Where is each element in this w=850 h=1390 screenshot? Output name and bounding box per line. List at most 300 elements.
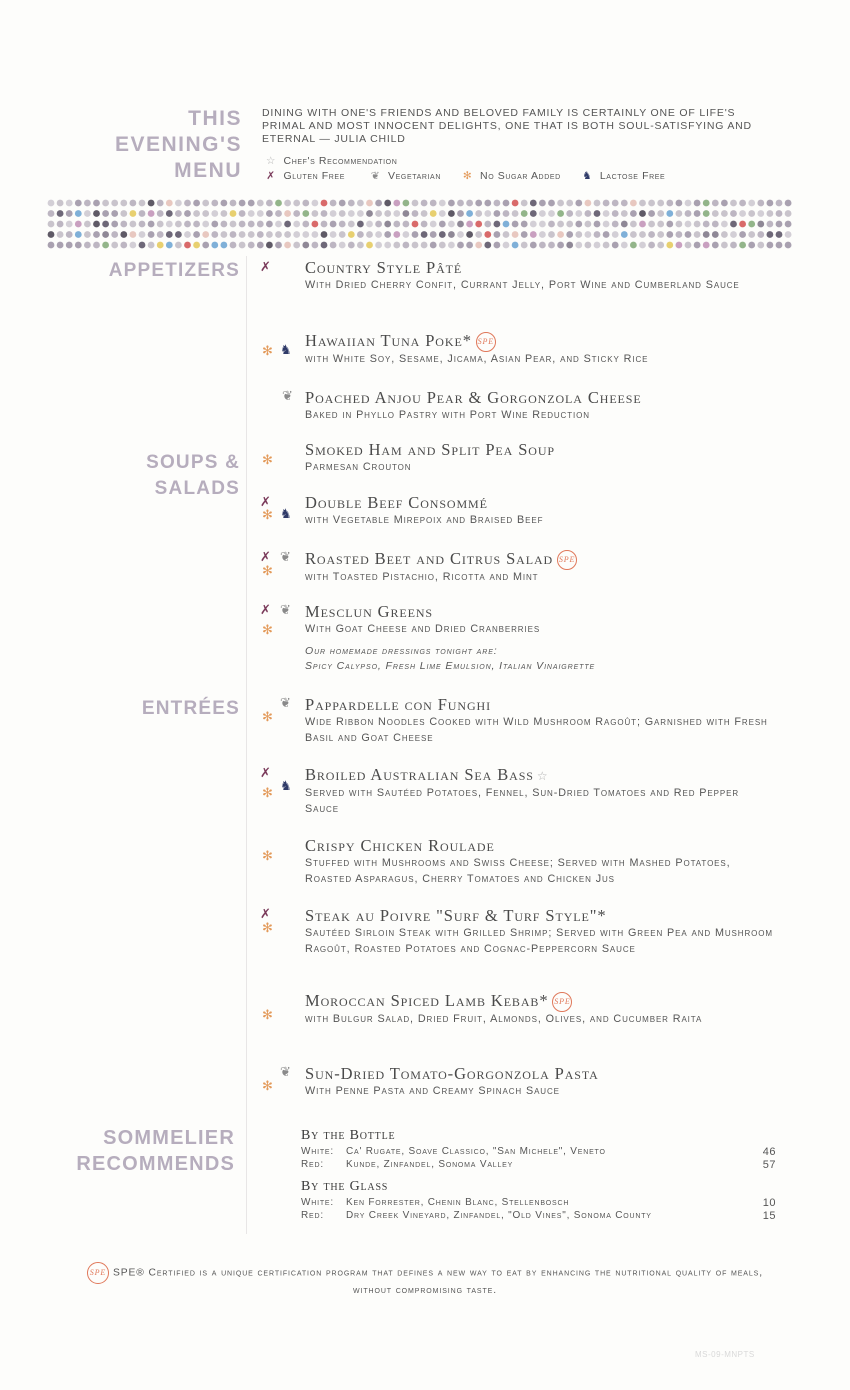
spe-certified-icon: SPE (552, 992, 572, 1012)
dot (293, 242, 300, 249)
dot (403, 221, 410, 228)
dot (75, 242, 82, 249)
dot (248, 200, 255, 207)
dot (157, 242, 164, 249)
dot (111, 221, 118, 228)
item-description: With Goat Cheese and Dried Cranberries (305, 623, 541, 635)
dot (120, 221, 127, 228)
dot (448, 231, 455, 238)
dot (239, 242, 246, 249)
dot (84, 210, 91, 217)
dot (166, 210, 173, 217)
dot (321, 200, 328, 207)
dot (585, 231, 592, 238)
dot (575, 210, 582, 217)
dot (739, 221, 746, 228)
dot (48, 231, 55, 238)
dot (175, 221, 182, 228)
spe-mark: SPE® (112, 1267, 145, 1279)
dot (494, 242, 501, 249)
spe-certified-icon: SPE (87, 1262, 109, 1284)
wine-row (301, 1146, 776, 1157)
lactose-free-icon: ♞ (280, 779, 292, 794)
item-title (305, 549, 778, 570)
dot (448, 242, 455, 249)
dot (757, 210, 764, 217)
dot (539, 221, 546, 228)
dot (694, 200, 701, 207)
dot (257, 200, 264, 207)
legend-vegetarian-label: Vegetarian (388, 170, 441, 182)
wine-name: Ca' Rugate, Soave Classico, "San Michele", Veneto (346, 1146, 606, 1157)
dot (676, 231, 683, 238)
dot (184, 210, 191, 217)
dot (175, 242, 182, 249)
dot (648, 221, 655, 228)
dot (384, 221, 391, 228)
no-sugar-icon: ✻ (262, 849, 273, 864)
dot (503, 210, 510, 217)
dot (284, 210, 291, 217)
item-title: Smoked Ham and Split Pea Soup (305, 440, 556, 459)
dot (676, 210, 683, 217)
dot (430, 231, 437, 238)
dot (102, 200, 109, 207)
dot (685, 210, 692, 217)
dot (230, 231, 237, 238)
dot (102, 231, 109, 238)
dot (120, 200, 127, 207)
dot (230, 242, 237, 249)
dot (430, 242, 437, 249)
dot (630, 221, 637, 228)
dot (211, 210, 218, 217)
dot (585, 210, 592, 217)
dot (739, 200, 746, 207)
dot (512, 242, 519, 249)
dot (557, 231, 564, 238)
item-title: Crispy Chicken Roulade (305, 836, 495, 855)
dot (466, 221, 473, 228)
dot (639, 231, 646, 238)
by-the-bottle-heading: By the Bottle (301, 1128, 396, 1143)
dot (475, 200, 482, 207)
item-mark: * (597, 906, 607, 925)
dot (202, 242, 209, 249)
dot (767, 231, 774, 238)
wine-name: Dry Creek Vineyard, Zinfandel, "Old Vines", Sonoma County (346, 1210, 652, 1221)
dot (75, 210, 82, 217)
julia-child-quote: DINING WITH ONE'S FRIENDS AND BELOVED FAMILY IS CERTAINLY ONE OF LIFE'S PRIMAL AND MOST INNOCENT DELIGHTS, ONE THAT IS BOTH SOUL-SATISFYING AND ETERNAL — JULIA CHILD (262, 107, 752, 145)
dot (757, 200, 764, 207)
dot (384, 200, 391, 207)
wine-row (301, 1197, 776, 1208)
item-title (305, 991, 778, 1012)
dot (721, 210, 728, 217)
dot (676, 242, 683, 249)
dot (566, 231, 573, 238)
dot (339, 231, 346, 238)
dot (621, 200, 628, 207)
wine-price: 10 (762, 1197, 776, 1209)
item-title-text: Steak au Poivre "Surf & Turf Style" (305, 906, 598, 925)
dot (384, 210, 391, 217)
dot (503, 231, 510, 238)
dot (57, 210, 64, 217)
dot (539, 242, 546, 249)
dot (475, 242, 482, 249)
divider-line (246, 256, 247, 1234)
dot (93, 200, 100, 207)
wine-row (301, 1210, 776, 1221)
item-mark: * (462, 331, 472, 350)
dot (275, 221, 282, 228)
dot (348, 242, 355, 249)
dot (302, 221, 309, 228)
dot (785, 200, 792, 207)
dot (776, 200, 783, 207)
dot (748, 200, 755, 207)
dot (166, 200, 173, 207)
gluten-free-icon: ✗ (266, 170, 276, 182)
dot (575, 231, 582, 238)
dot (757, 221, 764, 228)
dot (48, 242, 55, 249)
dot (393, 210, 400, 217)
dot (202, 200, 209, 207)
no-sugar-icon: ✻ (262, 564, 273, 579)
dot (585, 242, 592, 249)
dot (685, 242, 692, 249)
item-description: Sautéed Sirloin Steak with Grilled Shrimp; Served with Green Pea and Mushroom Ragoût, Roasted Potatoes and Cognac-Peppercorn Sauce (305, 927, 773, 955)
dot (175, 210, 182, 217)
dot (211, 200, 218, 207)
dot (330, 200, 337, 207)
dot (712, 242, 719, 249)
dot (630, 200, 637, 207)
dot (575, 221, 582, 228)
dot (393, 242, 400, 249)
section-soups-salads (40, 450, 240, 502)
dot (184, 231, 191, 238)
menu-item-tuna-poke (258, 331, 778, 368)
menu-item-beef-consomme (258, 493, 778, 529)
dot (57, 200, 64, 207)
dot (157, 200, 164, 207)
dot (430, 200, 437, 207)
item-title-text: Broiled Australian Sea Bass (305, 765, 534, 784)
dot (594, 221, 601, 228)
dot (530, 200, 537, 207)
dot (521, 200, 528, 207)
dot (202, 221, 209, 228)
dot (666, 210, 673, 217)
title-line-2: EVENING'S (114, 133, 242, 156)
dot (330, 242, 337, 249)
dot (102, 242, 109, 249)
dot (412, 221, 419, 228)
gluten-free-icon: ✗ (260, 766, 271, 781)
dot (439, 210, 446, 217)
lactose-free-icon: ♞ (280, 507, 292, 522)
dot (785, 231, 792, 238)
dot (748, 210, 755, 217)
item-description: Served with Sautéed Potatoes, Fennel, Sun-Dried Tomatoes and Red Pepper Sauce (305, 787, 740, 815)
dot (111, 210, 118, 217)
dot (93, 231, 100, 238)
dot (275, 200, 282, 207)
dot (330, 221, 337, 228)
dot (66, 221, 73, 228)
legend-no-sugar-label: No Sugar Added (480, 170, 561, 182)
item-title (305, 765, 778, 786)
dot (539, 231, 546, 238)
dot (694, 221, 701, 228)
dot (84, 221, 91, 228)
dot (312, 221, 319, 228)
dot (739, 242, 746, 249)
dot (348, 221, 355, 228)
dot (657, 210, 664, 217)
dot (448, 200, 455, 207)
dot (594, 242, 601, 249)
dot (566, 242, 573, 249)
dot (548, 242, 555, 249)
dot (375, 221, 382, 228)
dot (302, 210, 309, 217)
dot (266, 200, 273, 207)
dot (221, 221, 228, 228)
wine-row (301, 1159, 776, 1170)
wine-label: Red: (301, 1210, 324, 1221)
dot (148, 221, 155, 228)
dot (148, 200, 155, 207)
dot (785, 221, 792, 228)
dot (612, 210, 619, 217)
dot (457, 221, 464, 228)
soups-line: SOUPS & (146, 452, 240, 473)
dot (375, 231, 382, 238)
dot (548, 200, 555, 207)
dot (712, 221, 719, 228)
dot (257, 210, 264, 217)
dot (739, 231, 746, 238)
dot (248, 210, 255, 217)
dot (66, 200, 73, 207)
dot (230, 200, 237, 207)
dot (348, 200, 355, 207)
dot (530, 242, 537, 249)
dot (357, 221, 364, 228)
dot (357, 231, 364, 238)
item-title: Pappardelle con Funghi (305, 695, 491, 714)
dot (102, 221, 109, 228)
vegetarian-icon: ❦ (282, 389, 293, 404)
dot (130, 231, 137, 238)
dot (494, 221, 501, 228)
title-line-1: THIS (188, 107, 242, 130)
legend-gluten-free-label: Gluten Free (283, 170, 345, 182)
dot (412, 200, 419, 207)
dot (239, 221, 246, 228)
dot (430, 221, 437, 228)
dot (548, 231, 555, 238)
dot (293, 221, 300, 228)
dot (776, 210, 783, 217)
menu-item-chicken-roulade (258, 836, 778, 887)
dot (685, 221, 692, 228)
dot (694, 210, 701, 217)
menu-item-beet-salad (258, 549, 778, 586)
dot (575, 200, 582, 207)
dot (312, 210, 319, 217)
dot (785, 242, 792, 249)
dot (521, 242, 528, 249)
dot (93, 221, 100, 228)
dot (111, 200, 118, 207)
item-description: With Dried Cherry Confit, Currant Jelly, Port Wine and Cumberland Sauce (305, 279, 740, 291)
dot (48, 200, 55, 207)
dot (239, 210, 246, 217)
dot (530, 210, 537, 217)
dot (694, 231, 701, 238)
dot (730, 221, 737, 228)
dot (202, 210, 209, 217)
dot (157, 210, 164, 217)
dot (321, 242, 328, 249)
dot (266, 221, 273, 228)
gluten-free-icon: ✗ (260, 907, 271, 922)
dot (393, 200, 400, 207)
dot (211, 242, 218, 249)
dot (548, 210, 555, 217)
dot (603, 210, 610, 217)
section-appetizers: APPETIZERS (108, 260, 240, 281)
gluten-free-icon: ✗ (260, 550, 271, 565)
dot (494, 210, 501, 217)
vegetarian-icon: ❦ (280, 696, 291, 711)
dot (57, 231, 64, 238)
dot (575, 242, 582, 249)
no-sugar-icon: ✻ (262, 453, 273, 468)
dot (757, 231, 764, 238)
no-sugar-icon: ✻ (262, 1079, 273, 1094)
dot (494, 200, 501, 207)
dot (484, 221, 491, 228)
dot (767, 210, 774, 217)
dot (57, 221, 64, 228)
recommends-line: RECOMMENDS (76, 1153, 235, 1175)
gluten-free-icon: ✗ (260, 495, 271, 510)
dot (193, 200, 200, 207)
dot (139, 231, 146, 238)
dot (539, 210, 546, 217)
dot (266, 231, 273, 238)
dot (57, 242, 64, 249)
dot (566, 210, 573, 217)
item-description: with Vegetable Mirepoix and Braised Beef (305, 514, 544, 526)
dot (676, 221, 683, 228)
dot (339, 242, 346, 249)
dot (457, 231, 464, 238)
dot (457, 200, 464, 207)
dot (193, 221, 200, 228)
legend-lactose-free-label: Lactose Free (599, 170, 666, 182)
dot (466, 200, 473, 207)
dot (403, 242, 410, 249)
sommelier-line: SOMMELIER (103, 1127, 235, 1149)
dot (612, 221, 619, 228)
dot (521, 221, 528, 228)
menu-item-split-pea-soup (258, 440, 778, 476)
dot (321, 210, 328, 217)
dot (585, 200, 592, 207)
dot (202, 231, 209, 238)
no-sugar-icon: ✻ (262, 1008, 273, 1023)
dot (321, 221, 328, 228)
dot (757, 242, 764, 249)
dot (175, 231, 182, 238)
dot (184, 200, 191, 207)
dot (357, 210, 364, 217)
dot (412, 210, 419, 217)
dot (257, 242, 264, 249)
item-description: with Toasted Pistachio, Ricotta and Mint (305, 571, 539, 584)
dot (248, 231, 255, 238)
dot (594, 200, 601, 207)
dot (293, 231, 300, 238)
lactose-free-icon: ♞ (280, 343, 292, 358)
dot (157, 231, 164, 238)
dot (767, 221, 774, 228)
dot (767, 200, 774, 207)
dot (448, 210, 455, 217)
no-sugar-icon: ✻ (262, 921, 273, 936)
menu-item-pappardelle (258, 695, 778, 746)
dot (639, 200, 646, 207)
dot (393, 231, 400, 238)
item-title: Country Style Pâté (305, 258, 463, 277)
dot (230, 221, 237, 228)
dot (166, 221, 173, 228)
dot (621, 242, 628, 249)
salads-line: SALADS (154, 478, 240, 499)
dot (703, 210, 710, 217)
dot (776, 221, 783, 228)
dot (585, 221, 592, 228)
dot (357, 242, 364, 249)
dressing-note: Our homemade dressings tonight are: (305, 644, 498, 657)
dot (384, 231, 391, 238)
dot (230, 210, 237, 217)
item-description: with Bulgur Salad, Dried Fruit, Almonds, Olives, and Cucumber Raita (305, 1013, 703, 1026)
dot (703, 221, 710, 228)
dot (721, 231, 728, 238)
dot (612, 242, 619, 249)
dot (739, 210, 746, 217)
dot (366, 200, 373, 207)
dot (211, 231, 218, 238)
dot (75, 231, 82, 238)
dot (776, 242, 783, 249)
dot (421, 242, 428, 249)
chef-recommendation-icon: ☆ (265, 155, 276, 167)
dot (494, 231, 501, 238)
dot (457, 242, 464, 249)
dot (275, 210, 282, 217)
dot (403, 200, 410, 207)
dot (312, 242, 319, 249)
